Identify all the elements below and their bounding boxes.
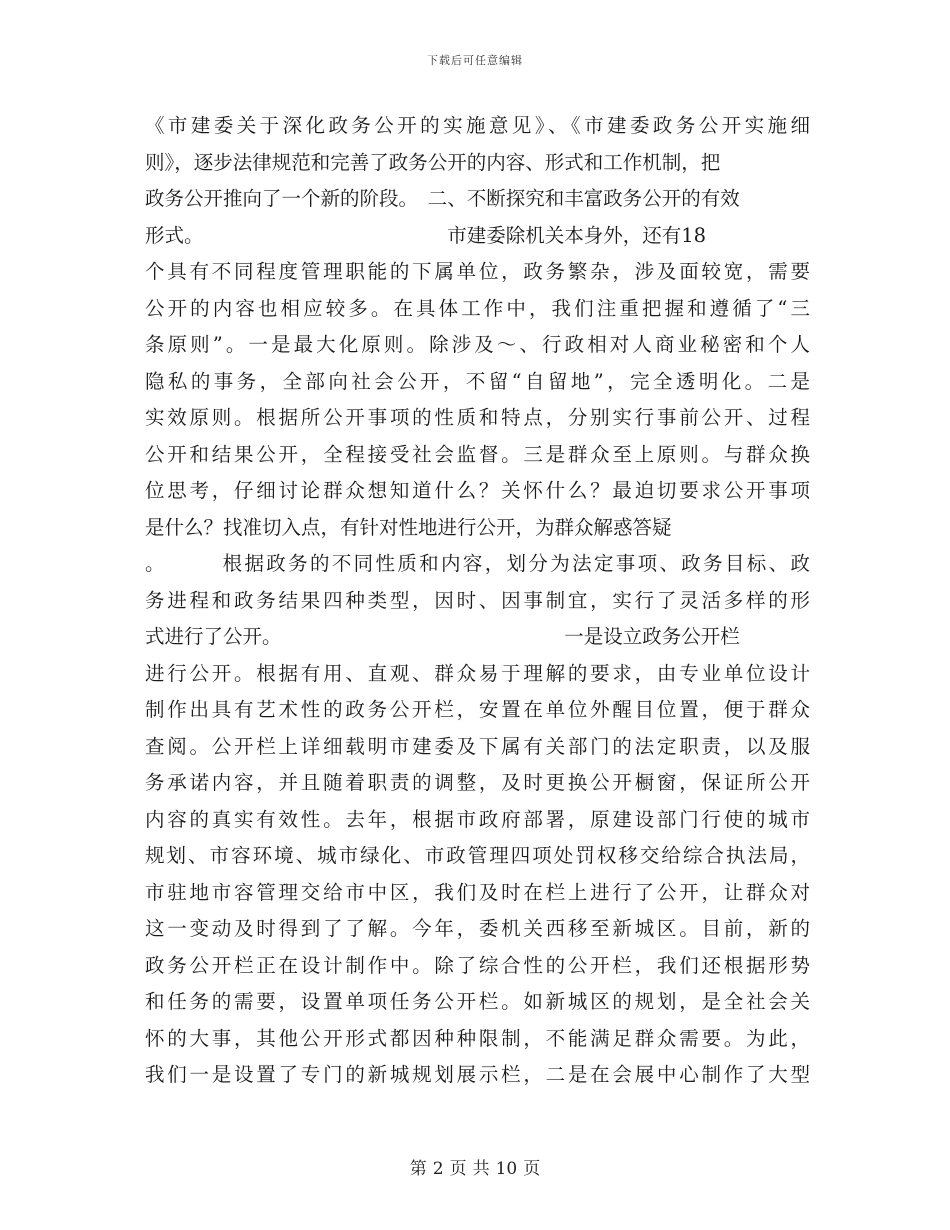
text-line: 务进程和政务结果四种类型，因时、因事制宜，实行了灵活多样的形	[145, 588, 810, 612]
text-line: 规划、市容环境、城市绿化、市政管理四项处罚权移交给综合执法局，	[145, 844, 810, 867]
text-line: 隐私的事务，全部向社会公开，不留“自留地”，完全透明化。二是	[145, 369, 810, 393]
footer-page-word: 页	[449, 1159, 467, 1179]
text-line: 这一变动及时得到了了解。今年，委机关西移至新城区。目前，新的	[145, 917, 810, 940]
text-line: 公开的内容也相应较多。在具体工作中，我们注重把握和遵循了“三	[145, 296, 810, 320]
text-line: 则》，逐步法律规范和完善了政务公开的内容、形式和工作机制，把	[145, 150, 721, 174]
page-header-note: 下载后可任意编辑	[427, 54, 523, 67]
footer-prefix: 第	[409, 1159, 427, 1179]
text-line: 个具有不同程度管理职能的下属单位，政务繁杂，涉及面较宽，需要	[145, 260, 810, 283]
footer-suffix: 页	[523, 1159, 541, 1179]
text-line: 位思考，仔细讨论群众想知道什么？关怀什么？最迫切要求公开事项	[145, 479, 810, 502]
text-line: 式进行了公开。 一是设立政务公开栏	[145, 625, 740, 648]
total-pages-number: 10	[495, 1159, 518, 1179]
text-line: 务承诺内容，并且随着职责的调整，及时更换公开橱窗，保证所公开	[145, 771, 810, 794]
text-line: 政务公开栏正在设计制作中。除了综合性的公开栏，我们还根据形势	[145, 953, 810, 977]
text-line: 怀的大事，其他公开形式都因种种限制，不能满足群众需要。为此，	[145, 1026, 810, 1050]
current-page-number: 2	[432, 1159, 444, 1179]
footer-total-label: 共	[472, 1159, 490, 1179]
text-line: 我们一是设置了专门的新城规划展示栏，二是在会展中心制作了大型	[145, 1063, 810, 1086]
page-number-footer	[0, 1154, 950, 1179]
text-line: 市驻地市容管理交给市中区，我们及时在栏上进行了公开，让群众对	[145, 880, 810, 904]
text-line: 。 根据政务的不同性质和内容，划分为法定事项、政务目标、政	[145, 552, 810, 575]
text-line: 政务公开推向了一个新的阶段。 二、不断探究和丰富政务公开的有效	[145, 187, 740, 210]
text-line: 内容的真实有效性。去年，根据市政府部署，原建设部门行使的城市	[145, 807, 810, 831]
text-line: 制作出具有艺术性的政务公开栏，安置在单位外醒目位置，便于群众	[145, 698, 810, 721]
text-line: 实效原则。根据所公开事项的性质和特点，分别实行事前公开、过程	[145, 406, 810, 429]
text-line: 和任务的需要，设置单项任务公开栏。如新城区的规划，是全社会关	[145, 990, 810, 1013]
text-line: 条原则”。一是最大化原则。除涉及～、行政相对人商业秘密和个人	[145, 333, 810, 356]
text-line: 公开和结果公开，全程接受社会监督。三是群众至上原则。与群众换	[145, 442, 810, 466]
text-line: 形式。 市建委除机关本身外，还有18	[145, 223, 707, 247]
text-line: 进行公开。根据有用、直观、群众易于理解的要求，由专业单位设计	[145, 661, 810, 685]
text-line: 是什么？找准切入点，有针对性地进行公开，为群众解惑答疑	[145, 515, 672, 539]
document-body	[145, 108, 810, 1094]
text-line: 查阅。公开栏上详细载明市建委及下属有关部门的法定职责，以及服	[145, 734, 810, 758]
text-line: 《市建委关于深化政务公开的实施意见》、《市建委政务公开实施细	[145, 114, 810, 137]
